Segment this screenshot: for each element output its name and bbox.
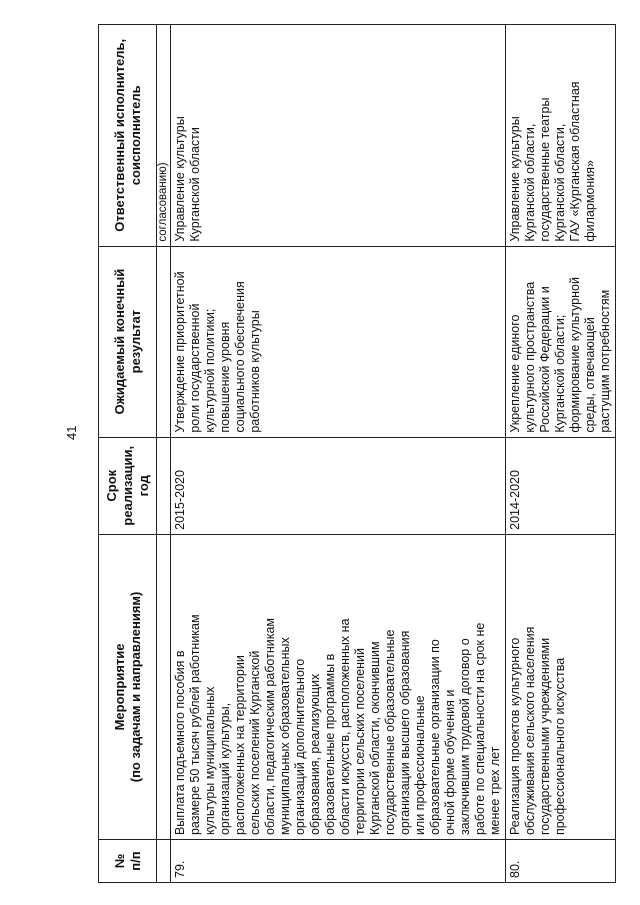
row-result: Укрепление единого культурного пространства Российской Федерации и Курганской области; формирование культурной среды, отвечающей растущим потребностям: [506, 246, 616, 437]
header-term: Срок реализации, год: [99, 437, 157, 534]
header-result: Ожидаемый конечный результат: [99, 246, 157, 437]
page-number: 41: [64, 425, 79, 440]
rotated-table-container: [98, 24, 612, 883]
row-result: Утверждение приоритетной роли государственной культурной политики; повышение уровня социального обеспечения работников культуры: [171, 246, 506, 437]
continuation-row: [157, 25, 171, 883]
cont-executor: согласованию): [157, 25, 171, 247]
header-num: № п/п: [99, 840, 157, 883]
cont-num: [157, 840, 171, 883]
row-term: 2015-2020: [171, 437, 506, 534]
row-num: 79.: [171, 840, 506, 883]
header-event: Мероприятие (по задачам и направлениям): [99, 534, 157, 839]
table-header-row: [99, 25, 157, 883]
row-term: 2014-2020: [506, 437, 616, 534]
row-executor: Управление культуры Курганской области: [171, 25, 506, 247]
row-executor: Управление культуры Курганской области, государственные театры Курганской области, ГАУ «Курганская областная филармония»: [506, 25, 616, 247]
table-row: [506, 25, 616, 883]
row-num: 80.: [506, 840, 616, 883]
cont-event: [157, 534, 171, 839]
measures-table: [98, 24, 616, 883]
table-row: [171, 25, 506, 883]
row-event: Выплата подъемного пособия в размере 50 тысяч рублей работникам культуры муниципальных организаций культуры, расположенных на территории сельских поселений Курганской области, педагогическим работникам муниципальных образовательных организаций дополнительного образования, реализующих образовательные программы в области искусств, расположенных на территории сельских поселений Курганской области, окончившим государственные образовательные организации высшего образования или профессиональные образовательные организации по очной форме обучения и заключившим трудовой договор о работе по специальности на срок не менее трех лет: [171, 534, 506, 839]
cont-term: [157, 437, 171, 534]
row-event: Реализация проектов культурного обслуживания сельского населения государственными учреждениями профессионального искусства: [506, 534, 616, 839]
header-executor: Ответственный исполнитель, соисполнитель: [99, 25, 157, 247]
cont-result: [157, 246, 171, 437]
